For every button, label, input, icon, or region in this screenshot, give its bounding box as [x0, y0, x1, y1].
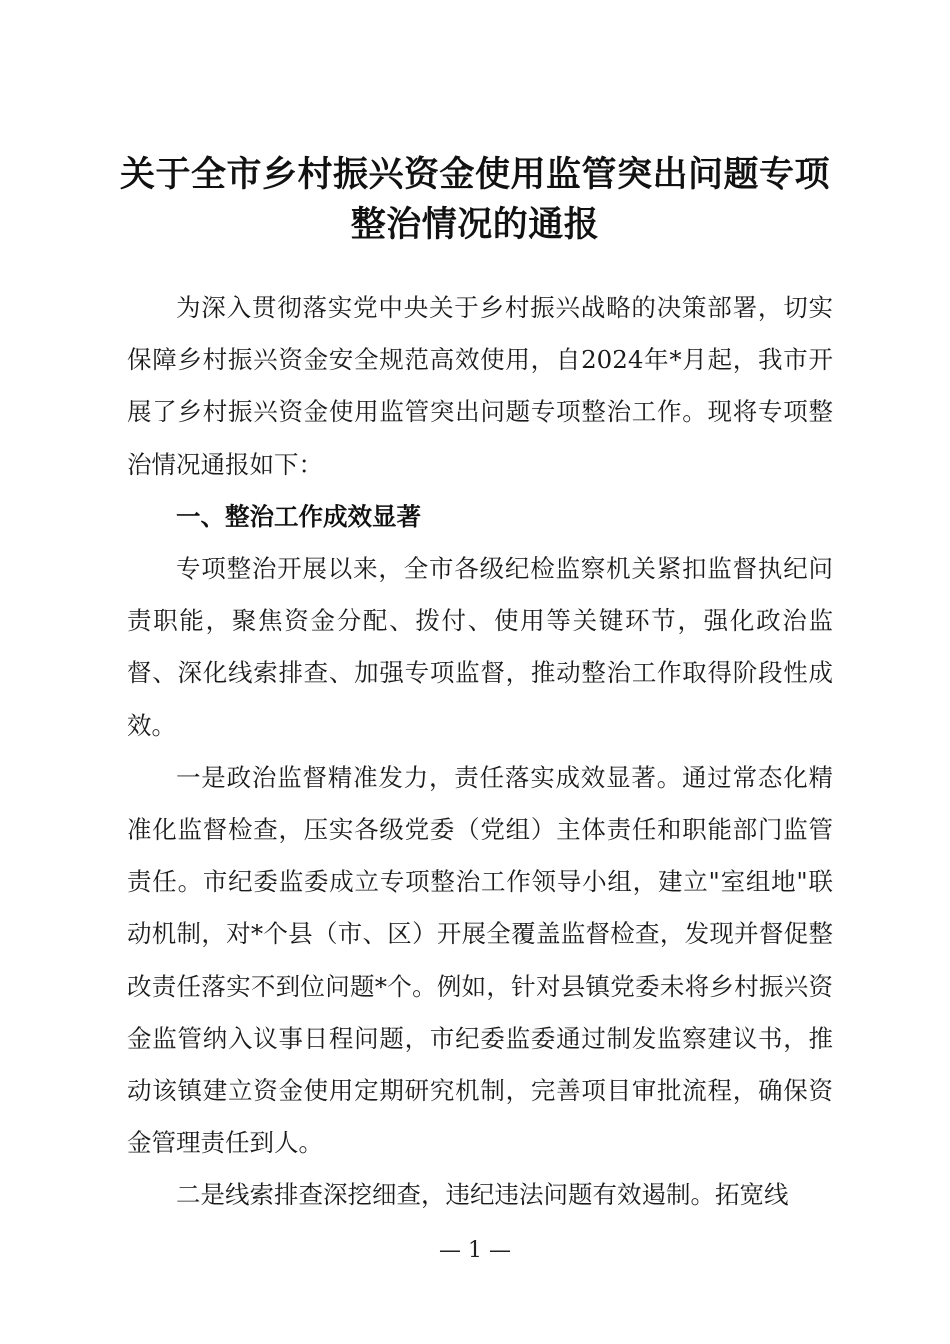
section-paragraph: 一是政治监督精准发力，责任落实成效显著。通过常态化精准化监督检查，压实各级党委（党组）主体责任和职能部门监管责任。市纪委监委成立专项整治工作领导小组，建立"室组地"联动机制，对*个县（市、区）开展全覆盖监督检查，发现并督促整改责任落实不到位问题*个。例如，针对县镇党委未将乡村振兴资金监管纳入议事日程问题，市纪委监委通过制发监察建议书，推动该镇建立资金使用定期研究机制，完善项目审批流程，确保资金管理责任到人。 — [127, 762, 833, 1158]
section-paragraph: 二是线索排查深挖细查，违纪违法问题有效遏制。拓宽线 — [176, 1180, 789, 1210]
document-body — [127, 282, 833, 1222]
document-title — [110, 150, 840, 250]
intro-paragraph: 为深入贯彻落实党中央关于乡村振兴战略的决策部署，切实保障乡村振兴资金安全规范高效使用，自2024年*月起，我市开展了乡村振兴资金使用监管突出问题专项整治工作。现将专项整治情况通报如下： — [127, 293, 833, 479]
section-heading: 一、整治工作成效显著 — [176, 501, 421, 531]
page-number: — 1 — — [439, 1238, 511, 1263]
title-line-1: 关于全市乡村振兴资金使用监管突出问题专项 — [119, 155, 830, 195]
section-paragraph: 专项整治开展以来，全市各级纪检监察机关紧扣监督执纪问责职能，聚焦资金分配、拨付、使用等关键环节，强化政治监督、深化线索排查、加强专项监督，推动整治工作取得阶段性成效。 — [127, 554, 833, 740]
title-line-2: 整治情况的通报 — [350, 205, 600, 245]
